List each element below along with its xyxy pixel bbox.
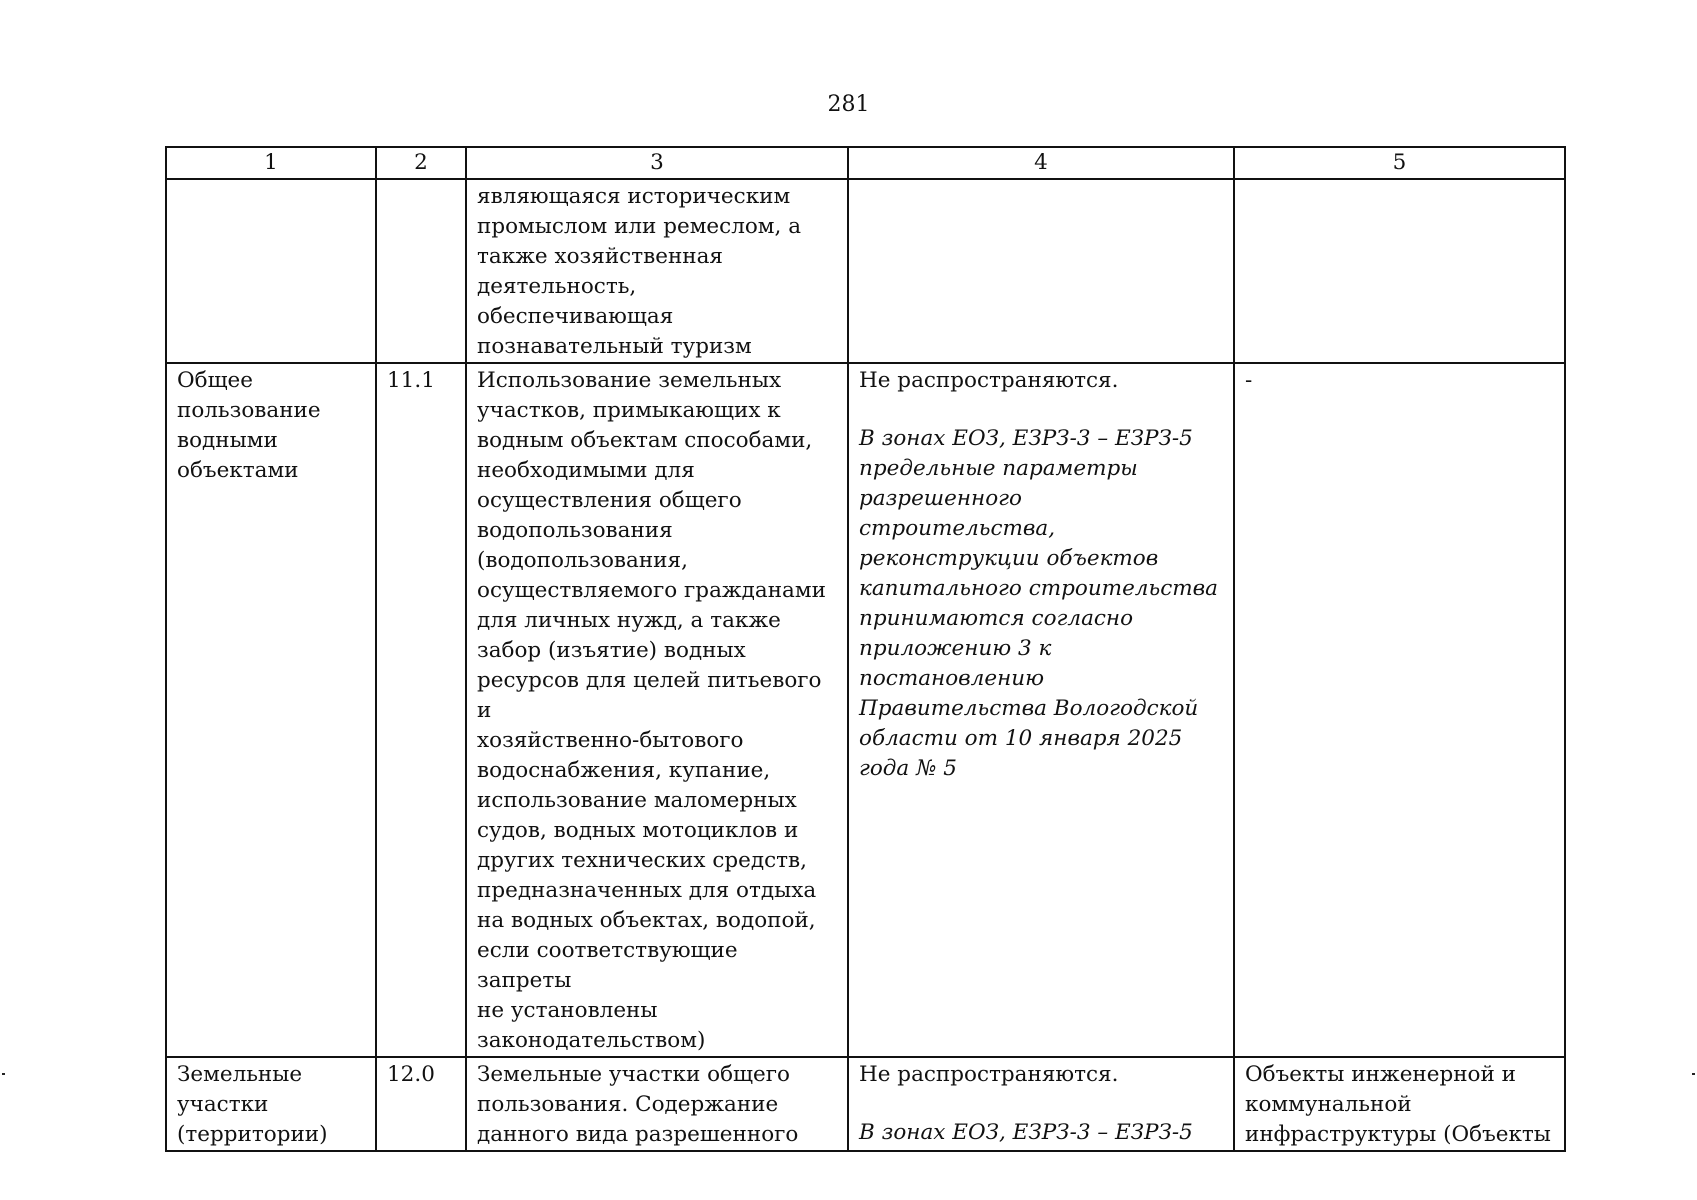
regulations-table	[165, 146, 1566, 1152]
land-use-name-cell	[166, 179, 376, 363]
restrictions-cell	[1234, 1057, 1565, 1151]
parameters-cell	[848, 363, 1234, 1057]
land-use-description: Использование земельных участков, примыкающих к водным объектам способами, необходимыми для осуществления общего водопользования (водопользования, осуществляемого гражданами для личных нужд, а также забор (изъятие) водных ресурсов для целей питьевого и хозяйственно-бытового водоснабжения, купание, использование маломерных судов, водных мотоциклов и других технических средств, предназначенных для отдыха на водных объектах, водопой, если соответствующие запреты не установлены законодательством)	[477, 368, 826, 1053]
table-row	[166, 179, 1565, 363]
restrictions-text: -	[1245, 368, 1253, 393]
column-number-3: 3	[466, 147, 848, 179]
parameters-zone-note: В зонах ЕОЗ, ЕЗРЗ-3 – ЕЗРЗ-5	[859, 1120, 1193, 1145]
land-use-code-cell	[376, 363, 466, 1057]
column-number-2: 2	[376, 147, 466, 179]
left-scan-mark	[2, 1073, 5, 1075]
table-header-row	[166, 147, 1565, 179]
restrictions-text: Объекты инженерной и коммунальной инфраструктуры (Объекты	[1245, 1062, 1551, 1147]
column-number-5: 5	[1234, 147, 1565, 179]
land-use-name-cell	[166, 1057, 376, 1151]
parameters-zone-note: В зонах ЕОЗ, ЕЗРЗ-3 – ЕЗРЗ-5 предельные параметры разрешенного строительства, реконструкции объектов капитального строительства принимаются согласно приложению 3 к постановлению Правительства Вологодской области от 10 января 2025 года № 5	[859, 426, 1218, 781]
parameters-text: Не распространяются.	[859, 368, 1119, 393]
land-use-description-cell	[466, 363, 848, 1057]
land-use-code-cell	[376, 1057, 466, 1151]
restrictions-cell	[1234, 363, 1565, 1057]
parameters-cell	[848, 1057, 1234, 1151]
land-use-code: 12.0	[387, 1062, 435, 1087]
parameters-text: Не распространяются.	[859, 1062, 1119, 1087]
land-use-name: Земельные участки (территории)	[177, 1062, 328, 1147]
land-use-description: Земельные участки общего пользования. Содержание данного вида разрешенного	[477, 1062, 799, 1147]
land-use-description: являющаяся историческим промыслом или ремеслом, а также хозяйственная деятельность, обеспечивающая познавательный туризм	[477, 184, 802, 359]
land-use-code: 11.1	[387, 368, 435, 393]
land-use-code-cell	[376, 179, 466, 363]
land-use-description-cell	[466, 179, 848, 363]
table-row	[166, 1057, 1565, 1151]
parameters-cell	[848, 179, 1234, 363]
right-scan-mark	[1692, 1073, 1695, 1075]
table-row	[166, 363, 1565, 1057]
page-number: 281	[827, 92, 870, 117]
column-number-1: 1	[166, 147, 376, 179]
land-use-description-cell	[466, 1057, 848, 1151]
restrictions-cell	[1234, 179, 1565, 363]
land-use-name-cell	[166, 363, 376, 1057]
column-number-4: 4	[848, 147, 1234, 179]
land-use-name: Общее пользование водными объектами	[177, 368, 321, 483]
